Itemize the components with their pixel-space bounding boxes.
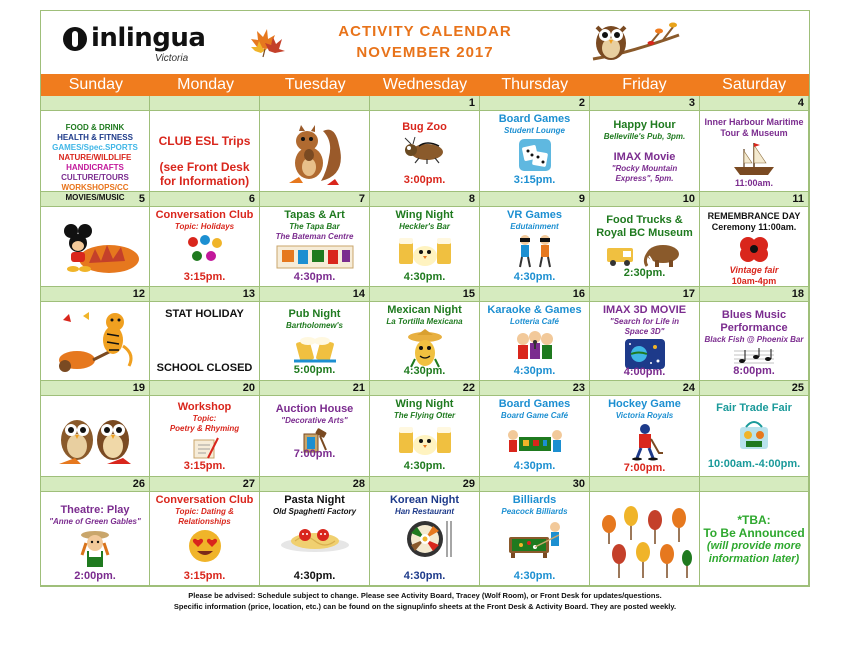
calendar-cell-autumn-trees [590,492,700,586]
event-title: Billiards [512,494,557,506]
heart-eyes-emoji-icon [188,529,222,563]
day-number: 14 [260,287,370,302]
legend-health-fitness: HEALTH & FITNESS [57,133,133,142]
logo-subtitle: Victoria [155,53,189,64]
art-gallery-icon [276,244,354,270]
calendar-cell-club-esl [150,111,260,192]
anne-girl-icon [78,529,112,569]
two-owls-icon [55,406,135,466]
event-time: 4:30pm. [403,570,446,582]
event-title: Karaoke & Games [487,304,582,316]
karaoke-singers-icon [513,329,557,363]
event-time: 4:30pm. [293,271,336,283]
calendar-cell-day-27 [150,492,260,586]
logo-wordmark: inlingua [91,23,206,53]
taco-character-icon [407,329,443,369]
event-location: Bartholomew's [285,321,344,330]
weekday-tuesday: Tuesday [284,76,346,93]
music-notes-icon [732,347,776,367]
day-number-empty [260,96,370,111]
event-title: Mexican Night [387,304,462,316]
event-note: (see Front Desk for Information) [159,160,250,188]
day-number: 13 [150,287,260,302]
event-topic: Topic: Holidays [174,222,235,231]
day-number: 4 [700,96,809,111]
weekday-bar [41,74,809,96]
day-number-empty [150,96,260,111]
weekday-monday: Monday [177,76,235,93]
event-topic-2: Poetry & Rhyming [169,424,240,433]
calendar-cell-day-5 [41,207,150,287]
day-number: 26 [41,477,150,492]
event-location: Old Spaghetti Factory [272,507,357,516]
day-number-empty [590,477,700,492]
event-title: Wing Night [395,209,454,221]
event-time: 4:30pm. [403,365,446,377]
event-location: Belleville's Pub, 3pm. [603,132,686,141]
weekday-sunday: Sunday [68,76,123,93]
event-location: Edutainment [510,222,559,231]
event-location: The Flying Otter [393,411,456,420]
squirrel-icon [283,115,347,187]
event-time: 3:15pm. [183,570,226,582]
fair-trade-goods-icon [734,417,774,451]
day-number: 1 [370,96,480,111]
event-title: Happy Hour [613,119,676,131]
inlingua-logo [63,23,213,63]
event-time: 10:00am.-4:00pm. [707,458,801,470]
calendar-header [41,11,809,73]
event-location-2: The Bateman Centre [275,232,354,241]
weekday-wednesday: Wednesday [382,76,468,93]
event-title: Pasta Night [284,494,345,506]
event-title: STAT HOLIDAY [165,308,244,320]
chicken-wings-beer-icon [395,423,455,457]
day-number: 24 [590,381,700,396]
calendar-cell-day-18 [700,302,809,381]
event-title: Auction House [275,403,354,415]
event-title: Food Trucks & Royal BC Museum [596,214,693,239]
event-title: Pub Night [288,308,341,320]
bibimbap-bowl-icon [397,519,453,559]
event-title-2: SCHOOL CLOSED [156,362,253,374]
calendar-footer [0,590,850,612]
event-subtitle: Vintage fair [729,265,779,275]
day-number-empty [41,96,150,111]
category-legend [41,111,150,202]
event-location: Lotteria Café [510,317,559,326]
day-number-empty [700,477,809,492]
day-number: 19 [41,381,150,396]
calendar-cell-day-7 [260,207,370,287]
event-location: Han Restaurant [394,507,455,516]
calendar-cell-day-28 [260,492,370,586]
day-number: 7 [260,192,370,207]
event-time: 4:30pm. [513,271,556,283]
event-time: 3:15pm. [183,460,226,472]
holiday-ornaments-icon [185,234,225,264]
calendar-cell-squirrel [260,111,370,192]
event-location: Peacock Billiards [501,507,568,516]
calendar-cell-day-21 [260,396,370,477]
calendar-cell-day-16 [480,302,590,381]
space-icon [625,339,665,369]
food-truck-mammoth-icon [605,242,685,268]
calendar-cell-day-25 [700,396,809,477]
event-time: 10am-4pm [731,276,777,286]
event-title: Hockey Game [608,398,681,410]
event-time: 4:30pm. [293,570,336,582]
calendar-cell-day-19 [41,396,150,477]
calendar-cell-day-10 [590,207,700,287]
day-number: 12 [41,287,150,302]
calendar-cell-day-8 [370,207,480,287]
calendar-cell-day-9 [480,207,590,287]
legend-handicrafts: HANDICRAFTS [66,163,124,172]
event-topic: Topic: Dating & [175,507,234,516]
day-number: 10 [590,192,700,207]
event-title: CLUB ESL Trips [158,134,251,148]
calendar-title [301,21,549,63]
event-location: La Tortilla Mexicana [386,317,463,326]
day-number: 29 [370,477,480,492]
day-number: 28 [260,477,370,492]
calendar-sheet [40,10,810,587]
calendar-cell-day-6 [150,207,260,287]
calendar-cell-day-23 [480,396,590,477]
event-title: Korean Night [389,494,460,506]
calendar-cell-day-15 [370,302,480,381]
day-number: 11 [700,192,809,207]
event-title: Inner Harbour Maritime Tour & Museum [704,117,804,138]
chicken-wings-beer-icon [395,234,455,268]
day-number: 3 [590,96,700,111]
legend-nature-wildlife: NATURE/WILDLIFE [58,153,132,162]
calendar-cell-day-12 [41,302,150,381]
day-number: 27 [150,477,260,492]
title-line-1: ACTIVITY CALENDAR [338,23,512,40]
legend-culture-tours: CULTURE/TOURS [61,173,129,182]
day-number: 8 [370,192,480,207]
beer-cheers-icon [292,333,338,365]
day-number: 6 [150,192,260,207]
event-time: 4:30pm. [513,570,556,582]
event-topic: Topic: [192,414,217,423]
event-location: Board Game Café [500,411,569,420]
tiger-wheelbarrow-icon [53,310,137,374]
calendar-cell-day-20 [150,396,260,477]
footer-line-1: Please be advised: Schedule subject to change. Please see Activity Board, Tracey (Wolf Room), or Front Desk for updates/questions. [188,591,662,600]
bug-icon [397,136,453,164]
legend-workshops: WORKSHOPS/CC [61,183,129,192]
calendar-cell-day-22 [370,396,480,477]
event-time: 7:00pm. [623,462,666,474]
day-number: 23 [480,381,590,396]
calendar-cell-day-29 [370,492,480,586]
hockey-player-icon [627,423,663,461]
legend-games-sports: GAMES/Spec.SPORTS [52,143,138,152]
billiards-player-icon [505,519,565,559]
calendar-cell-day-2 [480,111,590,192]
event-title: Bug Zoo [402,121,447,133]
event-title-2: IMAX Movie [613,151,676,163]
sailing-ship-icon [730,141,778,177]
calendar-cell-day-3 [590,111,700,192]
event-title: Board Games [498,398,571,410]
owl-on-branch-icon [589,15,681,69]
event-time: 4:30pm. [513,460,556,472]
legend-food-drink: FOOD & DRINK [65,123,125,132]
event-title: VR Games [506,209,563,221]
event-detail: Ceremony 11:00am. [711,222,797,232]
event-title: Blues Music Performance [720,309,788,334]
event-time: 4:30pm. [403,271,446,283]
event-location: Heckler's Bar [399,222,450,231]
tba-title: *TBA: [737,513,771,527]
event-title: Conversation Club [155,494,254,506]
event-location: Student Lounge [504,126,565,135]
day-number: 9 [480,192,590,207]
calendar-cell-day-24 [590,396,700,477]
footer-line-2: Specific information (price, location, etc.) can be found on the signup/info sheets at the Front Desk & Activity Board. They are posted weekly. [173,602,677,611]
event-time: 11:00am. [734,178,774,188]
day-number: 15 [370,287,480,302]
calendar-cell-day-26 [41,492,150,586]
calendar-cell-day-17 [590,302,700,381]
dice-icon [518,138,552,172]
event-title: Conversation Club [155,209,254,221]
day-number: 21 [260,381,370,396]
day-number: 5 [41,192,150,207]
event-title: Board Games [498,113,571,125]
event-location: Black Fish @ Phoenix Bar [704,335,804,344]
calendar-cell-day-11 [700,207,809,287]
event-time: 3:15pm. [183,271,226,283]
vr-players-icon [513,234,557,268]
weekday-saturday: Saturday [722,76,787,93]
event-time: 4:30pm. [403,460,446,472]
event-title: REMEMBRANCE DAY [707,211,801,221]
day-number: 2 [480,96,590,111]
calendar-cell-day-1 [370,111,480,192]
event-time: 7:00pm. [293,448,336,460]
weekday-friday: Friday [622,76,667,93]
logo-mark-icon [63,27,87,51]
autumn-trees-icon [597,500,693,582]
event-location: Victoria Royals [615,411,674,420]
day-number: 17 [590,287,700,302]
event-title: Theatre: Play [60,504,130,516]
event-detail-2: "Rocky Mountain Express", 5pm. [611,164,678,183]
event-time: 4:30pm. [513,365,556,377]
scroll-quill-icon [190,436,220,462]
event-title: Workshop [177,401,232,413]
day-number: 18 [700,287,809,302]
spaghetti-plate-icon [279,519,351,553]
calendar-cell-day-14 [260,302,370,381]
event-time: 3:15pm. [513,174,556,186]
calendar-cell-day-4 [700,111,809,192]
event-title: Fair Trade Fair [716,402,792,414]
weekday-thursday: Thursday [501,76,569,93]
event-title: IMAX 3D MOVIE [602,304,687,316]
event-detail: "Decorative Arts" [281,416,348,425]
calendar-grid [41,96,809,586]
day-number: 16 [480,287,590,302]
legend-movies-music: MOVIES/MUSIC [65,193,125,202]
autumn-leaves-icon [249,25,289,59]
event-detail: "Anne of Green Gables" [49,517,141,526]
event-time: 8:00pm. [733,365,775,377]
event-title: Tapas & Art [284,209,345,221]
tba-note: (will provide more information later) [706,540,802,565]
poppy-icon [739,235,769,263]
day-number: 20 [150,381,260,396]
day-number: 25 [700,381,809,396]
event-time: 2:00pm. [74,570,116,582]
event-detail: "Search for Life in Space 3D" [609,317,680,336]
calendar-cell-day-13 [150,302,260,381]
event-time: 2:30pm. [623,267,666,279]
event-time: 3:00pm. [403,174,446,186]
day-number: 30 [480,477,590,492]
event-time: 5:00pm. [293,364,336,376]
day-number: 22 [370,381,480,396]
calendar-cell-tba [700,492,809,586]
event-location: The Tapa Bar [289,222,340,231]
title-line-2: NOVEMBER 2017 [356,44,494,61]
tba-subtitle: To Be Announced [703,526,805,540]
calendar-cell-day-30 [480,492,590,586]
mouse-in-leaves-icon [49,219,141,275]
event-title: Wing Night [395,398,454,410]
event-topic-2: Relationships [178,517,231,526]
board-game-players-icon [507,423,563,455]
event-time: 4:00pm. [623,366,666,378]
